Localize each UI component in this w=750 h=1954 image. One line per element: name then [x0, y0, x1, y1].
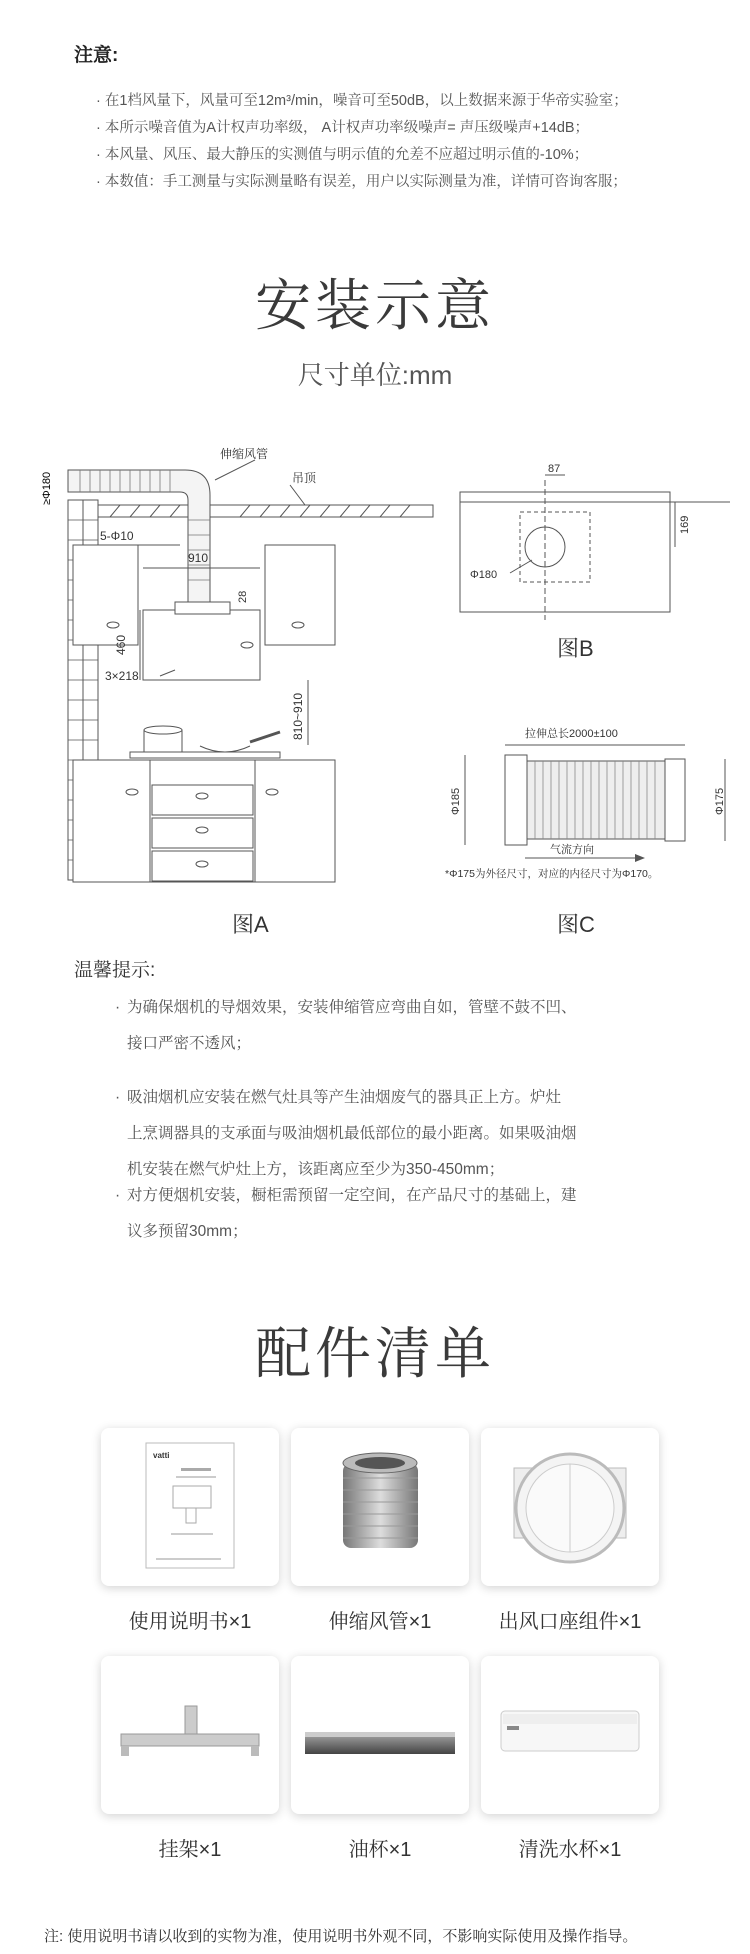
airflow-label: 气流方向: [550, 844, 594, 856]
offset-87-label: 87: [548, 463, 561, 475]
tips-title: 温馨提示:: [74, 960, 156, 981]
tip-item: · 对方便烟机安装，橱柜需预留一定空间，在产品尺寸的基础上，建 议多预留30mm；: [127, 1178, 647, 1250]
oil-cup-icon: [291, 1656, 469, 1814]
tip-line: 机安装在燃气炉灶上方，该距离应至少为350-450mm；: [127, 1161, 505, 1178]
unit-subtitle: 尺寸单位:mm: [297, 360, 453, 390]
tip-item: · 为确保烟机的导烟效果，安装伸缩管应弯曲自如，管壁不鼓不凹、 接口严密不透风；: [127, 990, 647, 1062]
part-label: 油杯×1: [348, 1839, 412, 1861]
part-card-manual: [101, 1428, 279, 1586]
phi-185-label: Φ185: [450, 787, 462, 815]
tip-item: · 吸油烟机应安装在燃气灶具等产生油烟废气的器具正上方。炉灶 上烹调器具的支承面与吸油烟机最低部位的最小距离。如果吸油烟 机安装在燃气炉灶上方，该距离应至少为350-450mm；: [127, 1080, 647, 1188]
phi-180-label: Φ180: [470, 569, 498, 581]
figure-a-diagram: [40, 440, 435, 895]
stretch-length-label: 拉伸总长2000±100: [525, 728, 618, 740]
tip-line: 吸油烟机应安装在燃气灶具等产生油烟废气的器具正上方。炉灶: [127, 1089, 562, 1106]
manual-icon: [101, 1428, 279, 1586]
depth-169-label: 169: [679, 515, 691, 534]
tip-line: 为确保烟机的导烟效果，安装伸缩管应弯曲自如，管壁不鼓不凹、: [127, 999, 577, 1016]
part-card-outlet: [481, 1428, 659, 1586]
ceiling-label: 吊顶: [292, 471, 317, 485]
footnote: 注: 使用说明书请以收到的实物为准，使用说明书外观不同，不影响实际使用及操作指导。: [44, 1928, 638, 1945]
part-label: 使用说明书×1: [128, 1611, 252, 1633]
range-dim-label: 810~910: [291, 692, 305, 740]
duct-icon: [291, 1428, 469, 1586]
height-460-label: 460: [114, 634, 128, 655]
figure-c-label: 图C: [557, 912, 595, 937]
duct-diameter-label: ≥Φ180: [41, 471, 53, 505]
part-label: 伸缩风管×1: [328, 1611, 432, 1633]
diameter-note: *Φ175为外径尺寸，对应的内径尺寸为Φ170。: [445, 868, 659, 880]
figure-a-label: 图A: [232, 912, 269, 937]
flex-duct-label: 伸缩风管: [220, 447, 269, 461]
width-dim-label: 910: [188, 551, 209, 565]
tip-line: 接口严密不透风；: [127, 1035, 252, 1052]
part-card-bracket: [101, 1656, 279, 1814]
parts-heading: 配件清单: [255, 1322, 495, 1385]
bracket-icon: [101, 1656, 279, 1814]
install-heading: 安装示意: [255, 274, 495, 337]
figure-b-diagram: [450, 460, 730, 630]
notice-title: 注意:: [74, 45, 119, 66]
outlet-icon: [481, 1428, 659, 1586]
part-label: 出风口座组件×1: [498, 1611, 642, 1633]
phi-175-label: Φ175: [714, 787, 726, 815]
notice-line: · 本风量、风压、最大静压的实测值与明示值的允差不应超过明示值的-10%；: [96, 147, 589, 163]
part-label: 清洗水杯×1: [518, 1839, 622, 1861]
notice-line: · 本数值：手工测量与实际测量略有误差，用户以实际测量为准，详情可咨询客服；: [96, 174, 627, 190]
manual-brand-text: vatti: [153, 1451, 170, 1460]
tip-line: 议多预留30mm；: [127, 1223, 248, 1240]
part-card-water-cup: [481, 1656, 659, 1814]
upper-cabinet-left: [73, 545, 138, 645]
tip-line: 上烹调器具的支承面与吸油烟机最低部位的最小距离。如果吸油烟: [127, 1125, 577, 1142]
figure-c-diagram: [445, 715, 740, 885]
water-cup-icon: [481, 1656, 659, 1814]
part-card-duct: [291, 1428, 469, 1586]
slot-label: 3×218: [105, 669, 139, 683]
lower-cabinet: [73, 760, 335, 882]
upper-cabinet-right: [265, 545, 335, 645]
holes-label: 5-Φ10: [100, 529, 134, 543]
notice-line: · 本所示噪音值为A计权声功率级， A计权声功率级噪声= 声压级噪声+14dB；: [96, 120, 590, 136]
notice-list: [96, 88, 716, 196]
part-card-oil-cup: [291, 1656, 469, 1814]
notice-line: · 在1档风量下，风量可至12m³/min，噪音可至50dB，以上数据来源于华帝实验室；: [96, 93, 628, 109]
part-label: 挂架×1: [158, 1839, 222, 1861]
tip-line: 对方便烟机安装，橱柜需预留一定空间，在产品尺寸的基础上，建: [127, 1187, 577, 1204]
dim-28-label: 28: [237, 590, 249, 603]
figure-b-label: 图B: [557, 636, 594, 661]
range-hood: [143, 610, 260, 680]
